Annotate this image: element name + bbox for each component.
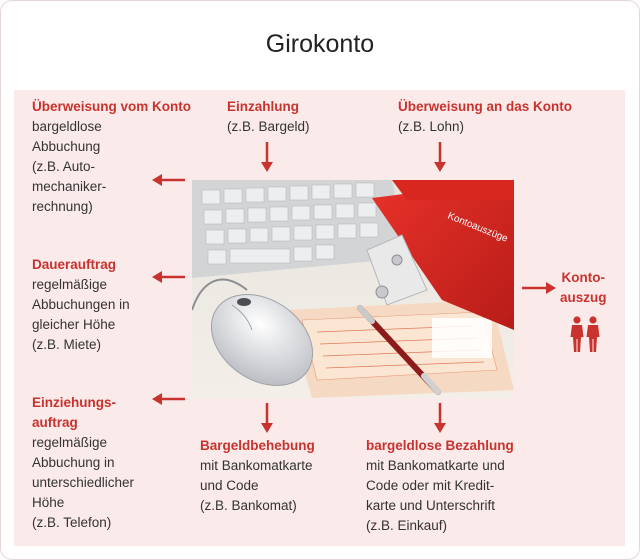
block-text: (z.B. Lohn) [398,119,465,134]
block-heading: Bargeldbehebung [200,438,315,453]
block-ueberweisung-vom-konto [32,97,191,217]
block-text: regelmäßige Abbuchungen in gleicher Höhe (z.B. Miete) [32,277,130,352]
people-icon [569,316,601,354]
block-kontoauszug [560,268,607,308]
binder-label: Kontoauszüge [445,210,510,245]
block-einziehungsauftrag [32,393,134,533]
arrow-down-bargeldlose-bezahlung-icon [432,403,448,435]
arrow-left-dauerauftrag-icon [152,269,186,285]
block-text: bargeldlose Abbuchung (z.B. Auto- mechaniker- rechnung) [32,119,107,214]
block-ueberweisung-an-das-konto [398,97,572,137]
block-dauerauftrag [32,255,130,355]
arrow-left-ueberweisung-vom-konto-icon [152,172,186,188]
block-heading: Konto- auszug [560,270,607,305]
block-text: mit Bankomatkarte und Code oder mit Kredit- karte und Unterschrift (z.B. Einkauf) [366,458,505,533]
block-heading: Überweisung an das Konto [398,99,573,114]
photo-keyboard-mouse-binder [192,180,514,398]
block-heading: bargeldlose Bezahlung [366,438,514,453]
block-text: regelmäßige Abbuchung in unterschiedlicher Höhe (z.B. Telefon) [32,435,135,530]
page-title: Girokonto [265,30,375,58]
block-heading: Einzahlung [227,99,299,114]
arrow-down-einzahlung-icon [259,142,275,174]
block-text: mit Bankomatkarte und Code (z.B. Bankomat) [200,458,313,513]
block-bargeldbehebung [200,436,315,516]
arrow-down-bargeldbehebung-icon [259,403,275,435]
block-heading: Dauerauftrag [32,257,117,272]
arrow-down-ueberweisung-icon [432,142,448,174]
block-bargeldlose-bezahlung [366,436,514,536]
block-einzahlung [227,97,310,137]
block-heading: Einziehungs- auftrag [32,395,116,430]
arrow-left-einziehungsauftrag-icon [152,391,186,407]
block-text: (z.B. Bargeld) [227,119,310,134]
arrow-right-kontoauszug-icon [522,280,556,296]
block-heading: Überweisung vom Konto [32,99,192,114]
